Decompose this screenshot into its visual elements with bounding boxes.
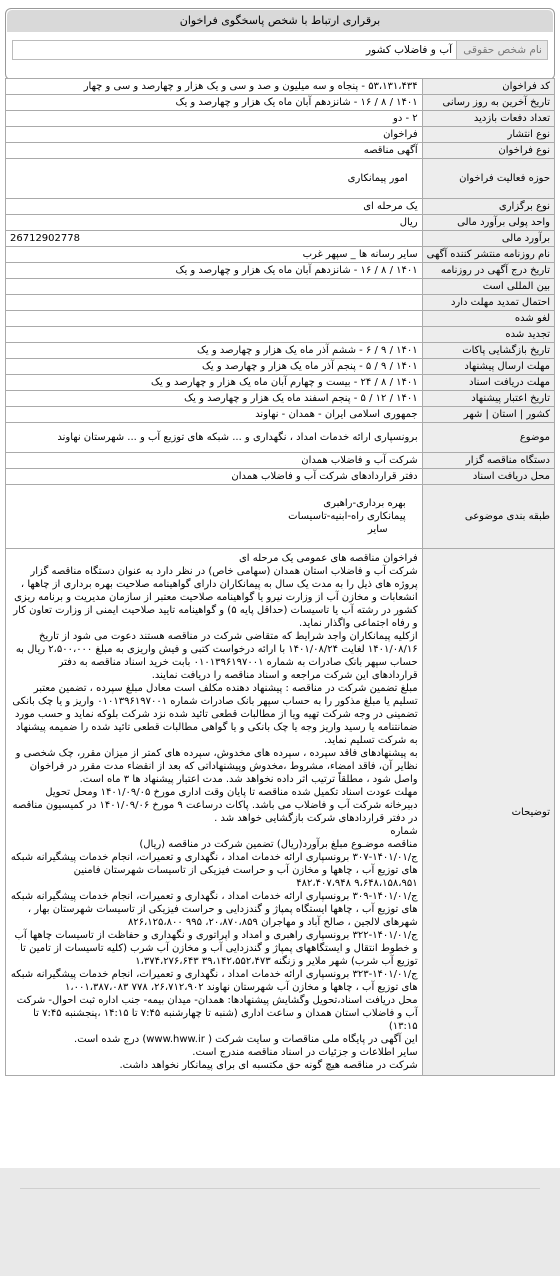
organizer-value: شرکت آب و فاضلاب همدان [6, 453, 423, 469]
extend-label: احتمال تمدید مهلت دارد [422, 295, 554, 311]
classification-label: طبقه بندی موضوعی [422, 485, 554, 549]
contact-panel [5, 8, 555, 80]
currency-value: ریال [6, 215, 423, 231]
doc-place-label: محل دریافت اسناد [422, 469, 554, 485]
location-value: جمهوری اسلامی ایران - همدان - نهاوند [6, 407, 423, 423]
cancelled-value [6, 311, 423, 327]
intl-value [6, 279, 423, 295]
newspaper-label: نام روزنامه منتشر کننده آگهی [422, 247, 554, 263]
desc-paragraph: مناقصه موضـوع مبلغ برآورد(ریال) تضمین شرکت در مناقصه (ریال) [139, 839, 418, 850]
last-update-label: تاریخ آخرین به روز رسانی [422, 95, 554, 111]
call-type-value: آگهی مناقصه [6, 143, 423, 159]
subject-value: برونسپاری ارائه خدمات امداد ، نگهداری و ... شبکه های توزیع آب و ... شهرستان نهاوند [6, 423, 423, 453]
holding-value: یک مرحله ای [6, 199, 423, 215]
code-label: کد فراخوان [422, 79, 554, 95]
footer-divider [20, 1188, 540, 1189]
organizer-label: دستگاه مناقصه گزار [422, 453, 554, 469]
validity-label: تاریخ اعتبار پیشنهاد [422, 391, 554, 407]
desc-paragraph: شماره [390, 826, 418, 837]
renewed-value [6, 327, 423, 343]
estimate-label: برآورد مالی [422, 231, 554, 247]
desc-paragraph: سایر اطلاعات و جزئیات در اسناد مناقصه مندرج است. [192, 1047, 418, 1058]
cancelled-label: لغو شده [422, 311, 554, 327]
desc-paragraph: این آگهی در پایگاه ملی مناقصات و سایت شرکت ( www.hww.ir) درج شده است. [74, 1034, 418, 1045]
news-date-label: تاریخ درج آگهی در روزنامه [422, 263, 554, 279]
subject-label: موضوع [422, 423, 554, 453]
description-label: توضیحات [422, 549, 554, 1076]
estimate-value: 26712902778 [6, 231, 423, 247]
desc-paragraph: ج/۱۴۰۱/۰۱-۳۰۹ برونسپاری ارائه خدمات امداد ، نگهداری و تعمیرات، انجام خدمات پیشگیرانه شبکه های توزیع آب ، چاهها ایستگاه پمپاژ و گندزدایی و حراست فیزیکی از تاسیسات شهرستان بهار ، شهرهای لالجین ، صالح آباد و مهاجران ۲۰،۸۷۰،۸۵۹، ۹۹۵ ۸۲۶،۱۲۵،۸۰۰ [10, 891, 418, 928]
contact-row [12, 40, 548, 60]
last-update-value: ۱۴۰۱ / ۸ / ۱۶ - شانزدهم آبان ماه یک هزار و چهارصد و یک [6, 95, 423, 111]
legal-person-value: آب و فاضلاب کشور [12, 40, 456, 60]
desc-paragraph: ج/۱۴۰۱/۰۱-۳۲۲ برونسپاری راهبری و امداد و اپراتوری و نگهداری و حفاظت از تاسیسات چاهها آب و خطوط انتقال و ایستگاههای پمپاژ و گندزدایی آب و مخازن آب شرب (کلیه تاسیسات از تامین تا توزیع آب شرب) شهر ملایر و زنگنه ۳۹،۱۴۲،۵۵۲،۴۷۳ ۱،۳۷۴،۲۷۶،۶۴۳ [14, 930, 418, 967]
activity-label: حوزه فعالیت فراخوان [422, 159, 554, 199]
desc-paragraph: محل دریافت اسناد،تحویل وگشایش پیشنهادها: همدان- میدان بیمه- جنب اداره ثبت احوال- شرکت آب و فاضلاب استان همدان و ساعت اداری (شنبه تا چهارشنبه ۷:۴۵ تا ۱۴:۱۵ ،پنجشنبه ۷:۴۵ تا ۱۳:۱۵) [16, 995, 418, 1032]
desc-paragraph: فراخوان مناقصه های عمومی یک مرحله ای [238, 553, 418, 564]
desc-paragraph: شرکت آب و فاضلاب استان همدان (سهامی خاص) در نظر دارد به عنوان دستگاه مناقصه گزار پروژه های ذیل را به مدت یک سال به پیمانکاران دارای گواهینامه صلاحیت بهره برداری از چاهها ، انشعابات و مخازن آب از وزارت نیرو یا گواهینامه صلاحیت معتبر از سازمان مدیریت و برنامه ریزی کشور در رشته آب یا تاسیسات (حداقل پایه ۵) و گواهینامه تایید صلاحیت ایمنی از وزارت تعاون کار و رفاه اجتماعی واگذار نماید. [13, 566, 418, 629]
desc-paragraph: شرکت در مناقصه هیچ گونه حق مکتسبه ای برای پیمانکار نخواهد داشت. [119, 1060, 418, 1071]
opening-label: تاریخ بازگشایی پاکات [422, 343, 554, 359]
submit-value: ۱۴۰۱ / ۹ / ۵ - پنجم آذر ماه یک هزار و چهارصد و یک [6, 359, 423, 375]
code-value: ۵۳،۱۳۱،۴۳۴ - پنجاه و سه میلیون و صد و سی و یک هزار و چهارصد و سی و چهار [6, 79, 423, 95]
legal-person-label: نام شخص حقوقی [456, 40, 548, 60]
visits-value: ۲ - دو [6, 111, 423, 127]
classification-value [6, 485, 423, 549]
pub-type-value: فراخوان [6, 127, 423, 143]
receive-value: ۱۴۰۱ / ۸ / ۲۴ - بیست و چهارم آبان ماه یک هزار و چهارصد و یک [6, 375, 423, 391]
intl-label: بین المللی است [422, 279, 554, 295]
validity-value: ۱۴۰۱ / ۱۲ / ۵ - پنجم اسفند ماه یک هزار و چهارصد و یک [6, 391, 423, 407]
desc-paragraph: ازکلیه پیمانکاران واجد شرایط که متقاضی شرکت در مناقصه هستند دعوت می شود از تاریخ ۱۴۰۱/۰۸/۱۶ لغایت ۱۴۰۱/۰۸/۲۴ با ارائه درخواست کتبی و فیش واریزی به مبلغ ۲،۵۰۰،۰۰۰ ریال به حساب سپهر بانک صادرات به شماره ۰۱۰۱۳۹۶۱۹۷۰۰۱ بابت خرید اسناد مناقصه به دفتر قراردادهای این شرکت مراجعه و اسناد مناقصه را دریافت نمایند. [15, 631, 418, 681]
currency-label: واحد پولی برآورد مالی [422, 215, 554, 231]
receive-label: مهلت دریافت اسناد [422, 375, 554, 391]
desc-paragraph: ج/۱۴۰۱/۰۱-۳۰۷ برونسپاری ارائه خدمات امداد ، نگهداری و تعمیرات، انجام خدمات پیشگیرانه شبکه های توزیع آب ، چاهها و مخازن آب و حراست فیزیکی از تاسیسات شهرستان فامنین ۹،۶۴۸،۱۵۸،۹۵۱ ۴۸۲،۴۰۷،۹۴۸ [10, 852, 418, 889]
call-type-label: نوع فراخوان [422, 143, 554, 159]
desc-paragraph: مبلغ تضمین شرکت در مناقصه : پیشنهاد دهنده مکلف است معادل مبلغ سپرده ، تضمین معتبر تسلیم یا مبلغ مذکور را به حساب سپهر بانک صادرات شماره ۰۱۰۱۳۹۶۱۹۷۰۰۱ واریز و یا چک بانکی تضمینی در وجه شرکت تهیه ویا از مطالبات قطعی تائید شده نزد شرکت بلوکه نماید و حسب مورد ضمانتنامه یا رسید واریز وجه یا چک بانکی و یا گواهی مطالبات قطعی تائید شده را ضمیمه پیشنهاد به شرکت تسلیم نماید. [12, 683, 418, 746]
description-value [6, 549, 423, 1076]
classification-item: پیمانکاری راه-ابنیه-تاسیسات [288, 511, 406, 522]
submit-label: مهلت ارسال پیشنهاد [422, 359, 554, 375]
desc-paragraph: ج/۱۴۰۱/۰۱-۳۲۳ برونسپاری ارائه خدمات امداد ، نگهداری و تعمیرات، انجام خدمات پیشگیرانه شبکه های توزیع آب ، چاهها و مخازن آب شهرستان نهاوند ۲۶،۷۱۲،۹۰۲، ۷۷۸ ۱،۰۰۱،۳۸۷،۰۸۳ [10, 969, 418, 993]
pub-type-label: نوع انتشار [422, 127, 554, 143]
classification-item: بهره برداری-راهبری [323, 498, 406, 509]
news-date-value: ۱۴۰۱ / ۸ / ۱۶ - شانزدهم آبان ماه یک هزار و چهارصد و یک [6, 263, 423, 279]
doc-place-value: دفتر قراردادهای شرکت آب و فاضلاب همدان [6, 469, 423, 485]
tender-details-table [5, 78, 555, 1076]
newspaper-value: سایر رسانه ها _ سپهر غرب [6, 247, 423, 263]
page-footer-area [0, 1168, 560, 1276]
opening-value: ۱۴۰۱ / ۹ / ۶ - ششم آذر ماه یک هزار و چهارصد و یک [6, 343, 423, 359]
activity-value: امور پیمانکاری [6, 159, 423, 199]
contact-title: برقراری ارتباط با شخص پاسخگوی فراخوان [7, 10, 553, 32]
renewed-label: تجدید شده [422, 327, 554, 343]
extend-value [6, 295, 423, 311]
holding-label: نوع برگزاری [422, 199, 554, 215]
desc-paragraph: مهلت عودت اسناد تکمیل شده مناقصه تا پایان وقت اداری مورخ ۱۴۰۱/۰۹/۰۵ ومحل تحویل دبیرخانه شرکت آب و فاضلاب می باشد. پاکات درساعت ۹ مورخ ۱۴۰۱/۰۹/۰۶ در کمیسیون مناقصه در دفتر قراردادهای شرکت بازگشایی خواهد شد . [12, 787, 418, 824]
location-label: کشور | استان | شهر [422, 407, 554, 423]
classification-item: سایر [367, 524, 388, 535]
visits-label: تعداد دفعات بازدید [422, 111, 554, 127]
contact-box [5, 8, 555, 80]
desc-paragraph: به پیشنهادهای فاقد سپرده ، سپرده های مخدوش، سپرده های کمتر از میزان مقرر، چک شخصی و نظایر آن، فاقد امضاء، مشروط ،مخدوش وپیشنهاداتی که بعد از انقضاء مدت مقرر در فراخوان واصل شود ، مطلقاً ترتیب اثر داده نخواهد شد. مدت اعتبار پیشنهاد ها ۳ ماه است. [15, 748, 418, 785]
